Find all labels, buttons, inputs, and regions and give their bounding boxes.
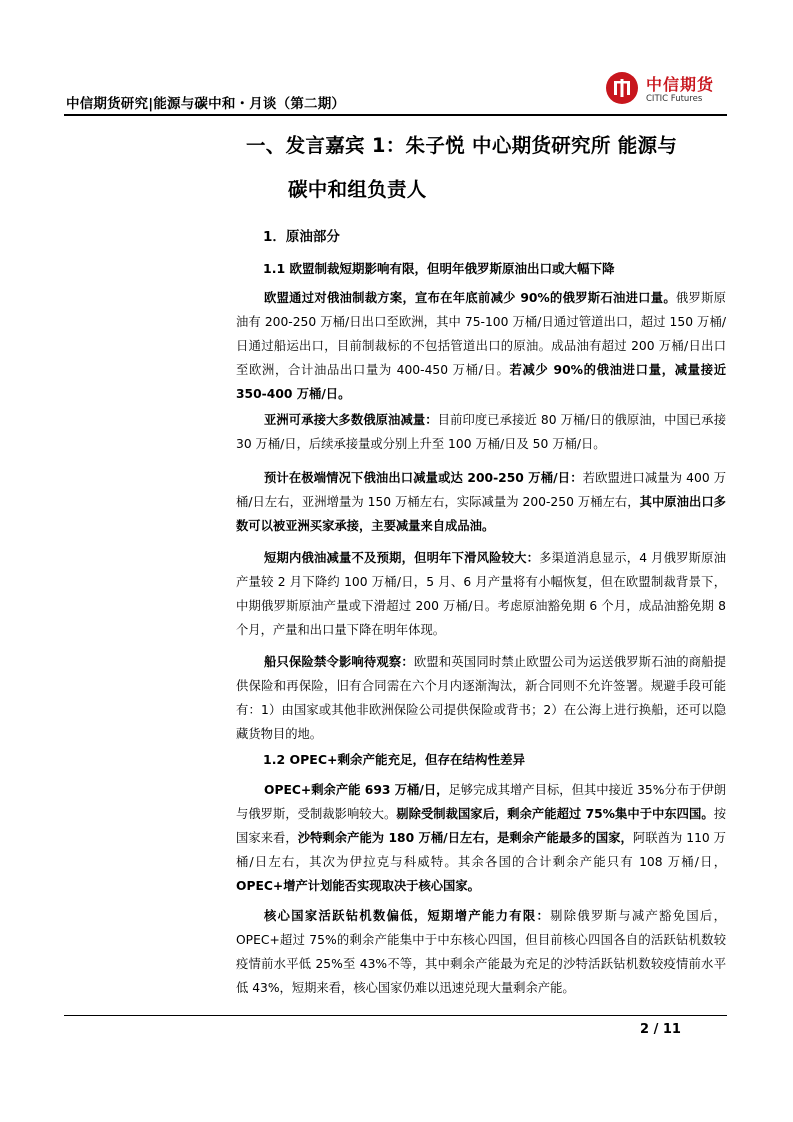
bold-text: 沙特剩余产能为 180 万桶/日左右，是剩余产能最多的国家， (297, 831, 633, 845)
topic2-paragraph-1 (236, 778, 726, 898)
logo-text-en: CITIC Futures (646, 94, 703, 104)
citic-logo-icon (606, 72, 638, 104)
bold-text: 亚洲可承接大多数俄原油减量： (264, 413, 438, 427)
header-divider (64, 114, 727, 116)
bold-text: 欧盟通过对俄油制裁方案，宣布在年底前减少 90%的俄罗斯石油进口量。 (264, 291, 676, 305)
topic2-paragraph-2 (236, 904, 726, 1000)
body-text: 阿联酋为 110 万桶/日左右，其次为伊拉克与科威特。其余各国的合计剩余产能只有 108 万桶/日， (236, 831, 726, 869)
topic1-paragraph-2 (236, 408, 726, 456)
bold-text: OPEC+增产计划能否实现取决于核心国家。 (236, 879, 480, 893)
body-text: 多渠道消息显示，4 月俄罗斯原油产量较 2 月下降约 100 万桶/日，5 月、6 月产量将有小幅恢复，但在欧盟制裁背景下，中期俄罗斯原油产量或下滑超过 200 万桶/日。考虑原油豁免期 6 个月，成品油豁免期 8 个月，产量和出口量下降在明年体现。 (236, 551, 726, 637)
topic1-paragraph-1 (236, 286, 726, 406)
topic1-title: 1.1 欧盟制裁短期影响有限，但明年俄罗斯原油出口或大幅下降 (263, 261, 615, 276)
body-text: 欧盟和英国同时禁止欧盟公司为运送俄罗斯石油的商船提供保险和再保险，旧有合同需在六个月内逐渐淘汰，新合同则不允许签署。规避手段可能有：1）由国家或其他非欧洲保险公司提供保险或背书；2）在公海上进行换船，还可以隐藏货物目的地。 (236, 655, 726, 741)
bold-text: 预计在极端情况下俄油出口减量或达 200-250 万桶/日： (264, 471, 583, 485)
topic1-paragraph-4 (236, 546, 726, 642)
body-text: 足够完成其增产目标，但其中接近 35%分布于伊朗与俄罗斯，受制裁影响较大。 (236, 783, 726, 821)
topic1-paragraph-3 (236, 466, 726, 538)
bold-text: 若减少 90%的俄油进口量，减量接近 350-400 万桶/日。 (236, 363, 727, 401)
bold-text: OPEC+剩余产能 693 万桶/日， (264, 783, 449, 797)
bold-text: 短期内俄油减量不及预期，但明年下滑风险较大： (264, 551, 540, 565)
footer-divider (64, 1015, 727, 1016)
citic-futures-logo (606, 70, 726, 110)
logo-text-cn: 中信期货 (646, 75, 715, 94)
body-text: 剔除俄罗斯与减产豁免国后，OPEC+超过 75%的剩余产能集中于中东核心四国，但目前核心四国各自的活跃钻机数较疫情前水平低 25%至 43%不等，其中剩余产能最为充足的沙特活跃钻机数较疫情前水平低 43%，短期来看，核心国家仍难以迅速兑现大量剩余产能。 (236, 909, 726, 995)
body-text: 若欧盟进口减量为 400 万桶/日左右，亚洲增量为 150 万桶左右，实际减量为 200-250 万桶左右， (236, 471, 726, 509)
section-title-line1: 一、发言嘉宾 1：朱子悦 中心期货研究所 能源与 (246, 134, 678, 157)
page-number: 2 / 11 (640, 1022, 681, 1037)
bold-text: 其中原油出口多数可以被亚洲买家承接，主要减量来自成品油。 (236, 495, 726, 533)
topic2-title: 1.2 OPEC+剩余产能充足，但存在结构性差异 (263, 752, 525, 767)
bold-text: 核心国家活跃钻机数偏低，短期增产能力有限： (264, 909, 551, 923)
bold-text: 剔除受制裁国家后，剩余产能超过 75%集中于中东四国。 (396, 807, 714, 821)
section-title (246, 124, 726, 212)
topic1-paragraph-5 (236, 650, 726, 746)
body-text: 按国家来看， (236, 807, 726, 845)
body-text: 俄罗斯原油有 200-250 万桶/日出口至欧洲，其中 75-100 万桶/日通过管道出口，超过 150 万桶/日通过船运出口，目前制裁标的不包括管道出口的原油。成品油有超过 200 万桶/日出口至欧洲，合计油品出口量为 400-450 万桶/日。 (236, 291, 726, 377)
body-text: 目前印度已承接近 80 万桶/日的俄原油，中国已承接 30 万桶/日，后续承接量或分别上升至 100 万桶/日及 50 万桶/日。 (236, 413, 726, 451)
section-title-line2: 碳中和组负责人 (288, 178, 427, 201)
header-title: 中信期货研究|能源与碳中和・月谈（第二期） (66, 96, 346, 112)
subsection-title: 1．原油部分 (263, 229, 340, 245)
bold-text: 船只保险禁令影响待观察： (264, 655, 414, 669)
